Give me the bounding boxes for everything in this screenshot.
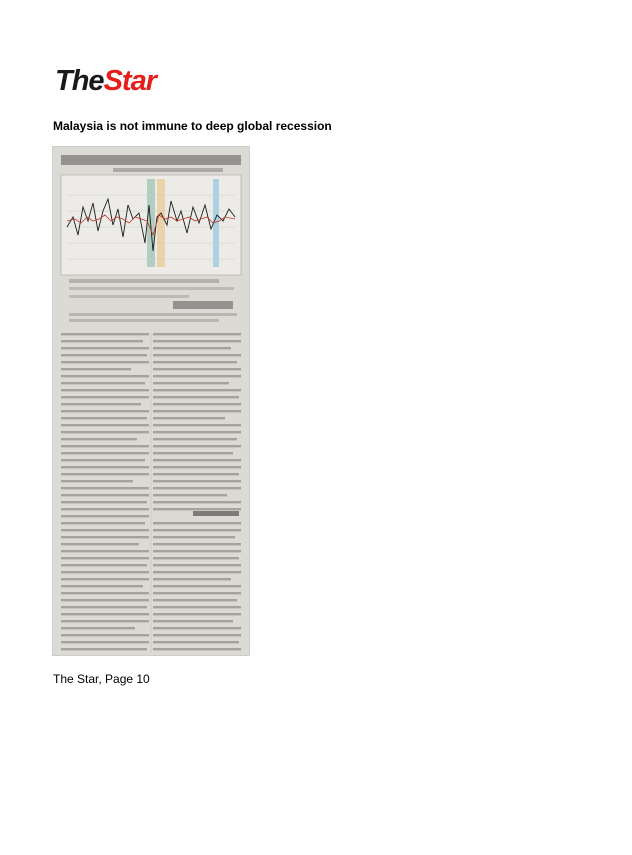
article-headline: Malaysia is not immune to deep global recession (53, 119, 332, 133)
newspaper-clipping-image (53, 147, 249, 655)
clipping-picture (53, 147, 249, 655)
source-caption: The Star, Page 10 (53, 672, 150, 686)
logo-star: Star (103, 65, 156, 97)
logo-the: The (55, 65, 104, 97)
the-star-logo (55, 64, 156, 98)
